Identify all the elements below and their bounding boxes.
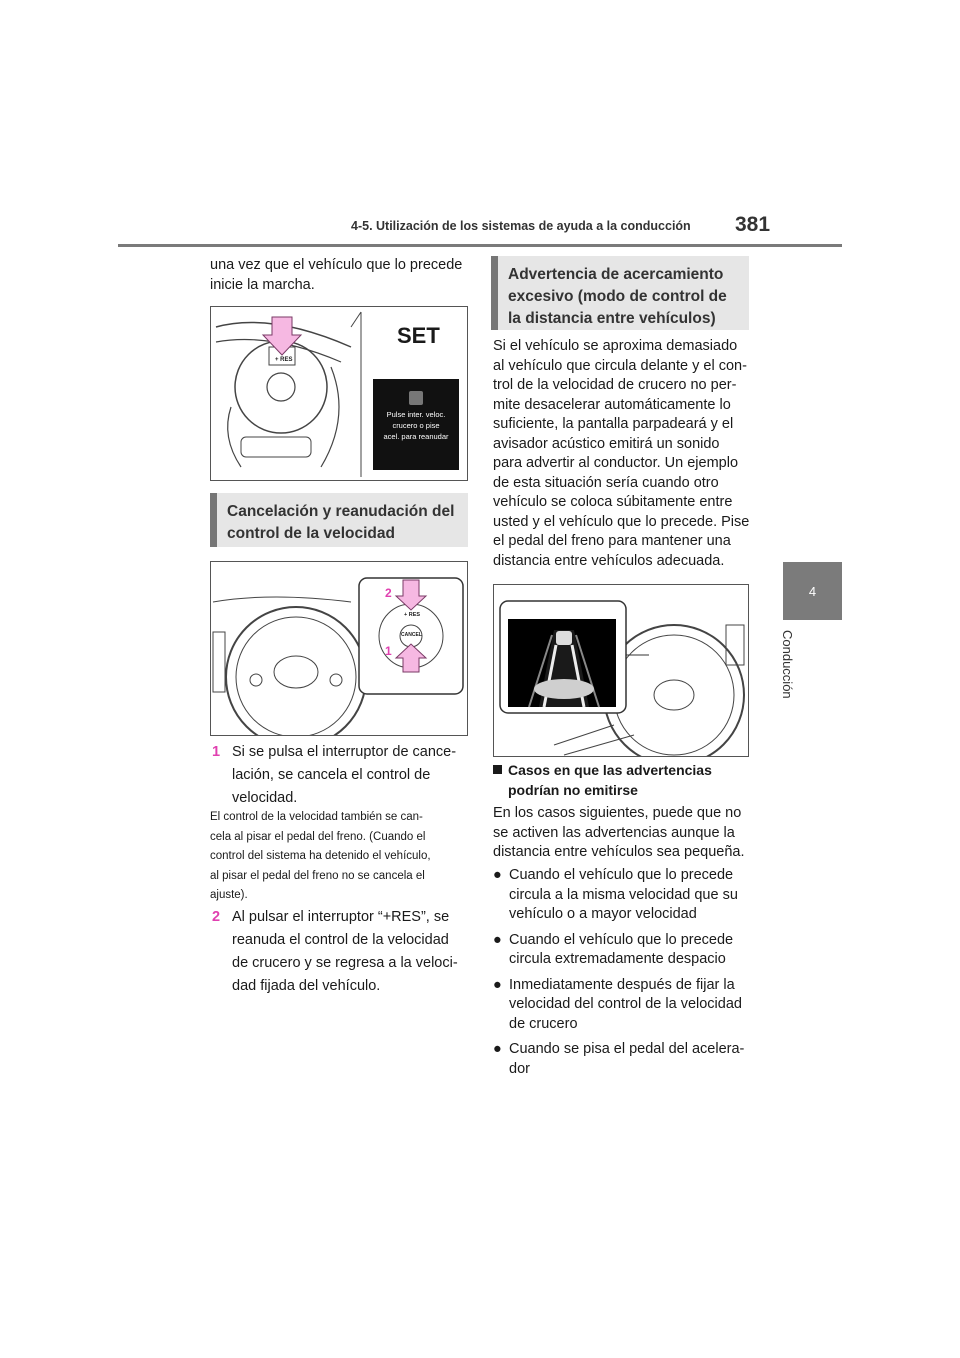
para-line: trol de la velocidad de crucero no per- bbox=[493, 377, 737, 393]
para-line: vehículo se coloca súbitamente entre bbox=[493, 494, 733, 510]
step-line: lación, se cancela el control de bbox=[232, 767, 431, 783]
bullet-line: dor bbox=[509, 1060, 530, 1077]
para-line: mite desacelerar automáticamente lo bbox=[493, 396, 731, 413]
para-line: Si el vehículo se aproxima demasiado bbox=[493, 338, 738, 354]
step-line: Si se pulsa el interruptor de cance- bbox=[232, 744, 457, 760]
bullet-line: Cuando el vehículo que lo precede bbox=[509, 931, 734, 948]
set-figure bbox=[210, 306, 468, 481]
bullet-line: velocidad del control de la velocidad bbox=[509, 996, 742, 1012]
list-item bbox=[493, 976, 755, 1035]
bullet-line: Cuando se pisa el pedal del acelera- bbox=[509, 1041, 745, 1057]
section-heading-warning bbox=[491, 256, 749, 330]
para-line: para advertir al conductor. Un ejemplo bbox=[493, 455, 739, 471]
bullet-icon: ● bbox=[493, 976, 502, 993]
res-switch-label: + RES bbox=[275, 357, 293, 363]
warning-paragraph bbox=[493, 337, 755, 571]
bullet-icon: ● bbox=[493, 867, 502, 883]
note-line: ajuste). bbox=[210, 889, 248, 901]
cancel-switch-label: CANCEL bbox=[401, 632, 422, 638]
para-line: suficiente, la pantalla parpadeará y el bbox=[493, 416, 734, 432]
para-line: En los casos siguientes, puede que no bbox=[493, 805, 742, 821]
list-item bbox=[493, 931, 755, 970]
section-heading-line: la distancia entre vehículos) bbox=[508, 310, 716, 327]
note-line: El control de la velocidad también se can- bbox=[210, 811, 423, 823]
chapter-tab-label-text: Conducción bbox=[780, 630, 795, 699]
section-heading-line: Cancelación y reanudación del bbox=[227, 503, 455, 520]
para-line: distancia entre vehículos adecuada. bbox=[493, 552, 725, 569]
display-line: crucero o pise bbox=[392, 421, 440, 430]
sub-paragraph bbox=[493, 804, 755, 863]
bullet-line: Cuando el vehículo que lo precede bbox=[509, 867, 734, 883]
bullet-line: vehículo o a mayor velocidad bbox=[509, 906, 697, 922]
car-icon bbox=[409, 391, 423, 405]
step-line: Al pulsar el interruptor “+RES”, se bbox=[232, 909, 450, 925]
steering-wheel-illustration bbox=[211, 562, 467, 735]
subheading-line: podrían no emitirse bbox=[508, 781, 638, 798]
section-heading-line: control de la velocidad bbox=[227, 525, 395, 542]
note-line: control del sistema ha detenido el vehículo, bbox=[210, 850, 431, 862]
bullet-icon: ● bbox=[493, 1041, 502, 1057]
bullet-line: Inmediatamente después de fijar la bbox=[509, 976, 735, 993]
note-line: al pisar el pedal del freno no se cancela el bbox=[210, 869, 425, 882]
header-rule bbox=[118, 244, 842, 247]
chapter-tab: 4 bbox=[783, 562, 842, 620]
para-line: se activen las advertencias aunque la bbox=[493, 824, 735, 841]
step-number: 1 bbox=[212, 744, 221, 760]
square-bullet-icon bbox=[493, 765, 502, 774]
callout-1: 1 bbox=[385, 644, 392, 658]
subheading-line: Casos en que las advertencias bbox=[508, 762, 712, 778]
list-item bbox=[493, 1040, 755, 1079]
multi-info-display bbox=[373, 379, 459, 470]
list-item bbox=[493, 866, 755, 925]
bullet-list bbox=[493, 866, 755, 1079]
intro-paragraph bbox=[210, 256, 470, 295]
para-line: usted y el vehículo que lo precede. Pise bbox=[493, 513, 750, 530]
intro-line: una vez que el vehículo que lo precede bbox=[210, 257, 463, 273]
para-line: avisador acústico emitirá un sonido bbox=[493, 435, 720, 452]
step-1 bbox=[212, 741, 474, 810]
display-message bbox=[373, 409, 459, 442]
display-line: acel. para reanudar bbox=[383, 432, 449, 441]
step-2 bbox=[212, 906, 474, 998]
step-line: de crucero y se regresa a la veloci- bbox=[232, 955, 458, 971]
cancel-resume-figure bbox=[210, 561, 468, 736]
para-line: el pedal del freno para mantener una bbox=[493, 533, 731, 549]
bullet-line: circula extremadamente despacio bbox=[509, 951, 726, 967]
chapter-tab-label bbox=[775, 630, 815, 710]
chapter-title: 4-5. Utilización de los sistemas de ayuda a la conducción bbox=[351, 219, 691, 233]
section-heading-line: Advertencia de acercamiento bbox=[508, 266, 724, 283]
step-number: 2 bbox=[212, 909, 221, 925]
section-heading-cancel bbox=[210, 493, 468, 547]
display-line: Pulse inter. veloc. bbox=[386, 410, 446, 419]
bullet-icon: ● bbox=[493, 931, 502, 948]
para-line: distancia entre vehículos sea pequeña. bbox=[493, 844, 745, 860]
res-switch-label: + RES bbox=[404, 612, 421, 618]
subheading-no-warning bbox=[493, 761, 755, 800]
set-label: SET bbox=[397, 323, 440, 348]
note-line: cela al pisar el pedal del freno. (Cuando el bbox=[210, 830, 426, 843]
bullet-line: de crucero bbox=[509, 1015, 578, 1032]
callout-2: 2 bbox=[385, 586, 392, 600]
page-number: 381 bbox=[735, 213, 771, 236]
dashboard-illustration bbox=[494, 585, 748, 756]
bullet-line: circula a la misma velocidad que su bbox=[509, 886, 738, 903]
approach-warning-figure bbox=[493, 584, 749, 757]
step-line: reanuda el control de la velocidad bbox=[232, 932, 449, 948]
step-line: velocidad. bbox=[232, 790, 298, 806]
note-paragraph bbox=[210, 808, 472, 906]
step-line: dad fijada del vehículo. bbox=[232, 978, 381, 994]
section-heading-line: excesivo (modo de control de bbox=[508, 288, 727, 305]
para-line: al vehículo que circula delante y el con- bbox=[493, 357, 747, 374]
para-line: de esta situación sería cuando otro bbox=[493, 474, 719, 491]
intro-line: inicie la marcha. bbox=[210, 276, 315, 293]
